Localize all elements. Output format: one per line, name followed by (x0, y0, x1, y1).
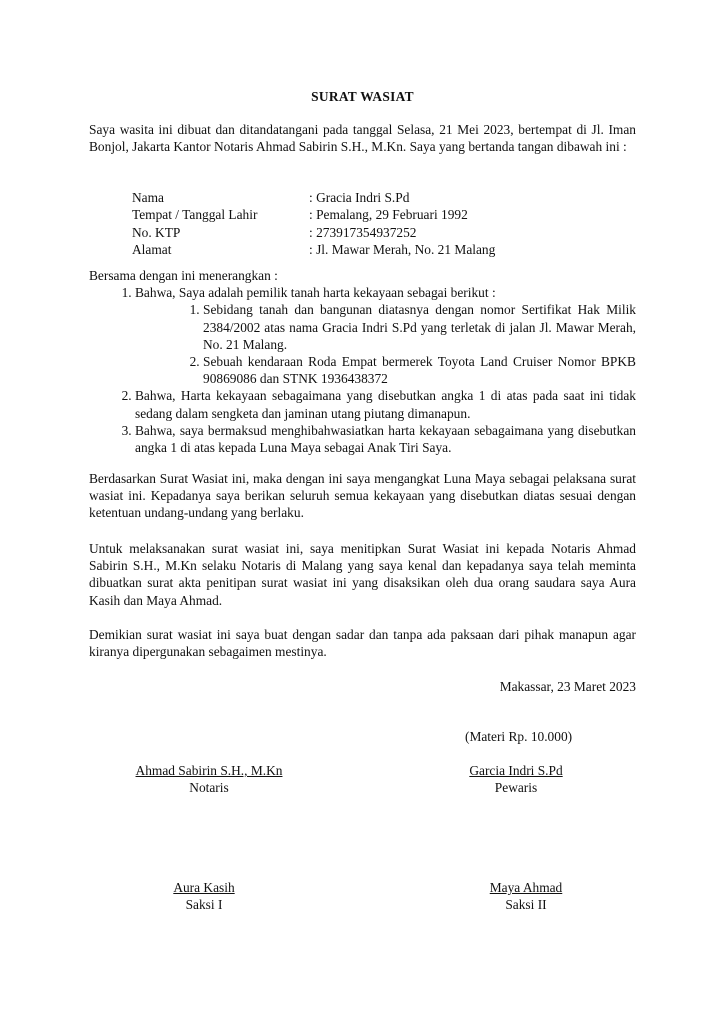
identity-row (132, 224, 632, 241)
executor-paragraph: Berdasarkan Surat Wasiat ini, maka dengan ini saya mengangkat Luna Maya sebagai pelaksana surat wasiat ini. Kepadanya saya berikan seluruh semua kekayaan yang disebutkan diatas sesuai dengan ketentuan undang-undang yang berlaku. (89, 471, 636, 521)
list-item: 2. Bahwa, Harta kekayaan sebagaimana yang disebutkan angka 1 di atas pada saat ini tidak sedang dalam sengketa dan jaminan utang piutang dimanapun. (135, 387, 636, 421)
signature-witness-2 (416, 879, 636, 913)
list-item: 3. Bahwa, saya bermaksud menghibahwasiatkan harta kekayaan sebagaimana yang disebutkan angka 1 di atas kepada Luna Maya sebagai Anak Tiri Saya. (135, 422, 636, 456)
signatory-name: Maya Ahmad (489, 880, 563, 895)
point-text: Bahwa, Saya adalah pemilik tanah harta kekayaan sebagai berikut : (135, 285, 496, 301)
identity-label: Nama (132, 190, 164, 205)
declaration-intro: Bersama dengan ini menerangkan : (89, 268, 278, 283)
place-date: Makassar, 23 Maret 2023 (499, 679, 636, 694)
signatory-name: Aura Kasih (173, 880, 235, 895)
identity-row (132, 206, 632, 223)
signatory-name: Garcia Indri S.Pd (469, 763, 563, 778)
list-item (135, 284, 636, 387)
signature-notary (99, 762, 319, 796)
identity-block (132, 189, 632, 259)
signature-witness-1 (94, 879, 314, 913)
signatory-role: Saksi II (505, 897, 547, 913)
identity-row (132, 189, 632, 206)
intro-paragraph: Saya wasita ini dibuat dan ditandatangani pada tanggal Selasa, 21 Mei 2023, bertempat di Jl. Iman Bonjol, Jakarta Kantor Notaris Ahmad Sabirin S.H., M.Kn. Saya yang bertanda tangan dibawah ini : (89, 122, 636, 155)
identity-value: : Pemalang, 29 Februari 1992 (309, 207, 468, 223)
declaration-section (89, 267, 636, 456)
signatory-role: Saksi I (185, 897, 223, 913)
identity-value: : 273917354937252 (309, 224, 417, 240)
declaration-list (117, 284, 636, 456)
asset-list (185, 301, 636, 387)
signatory-role: Notaris (189, 780, 229, 796)
signatory-name: Ahmad Sabirin S.H., M.Kn (135, 763, 283, 778)
identity-label: Tempat / Tanggal Lahir (132, 207, 258, 223)
identity-value: : Jl. Mawar Merah, No. 21 Malang (309, 242, 496, 258)
stamp-note: (Materi Rp. 10.000) (465, 729, 573, 744)
document-title: SURAT WASIAT (311, 89, 414, 104)
notary-paragraph: Untuk melaksanakan surat wasiat ini, saya menitipkan Surat Wasiat ini kepada Notaris Ahmad Sabirin S.H., M.Kn selaku Notaris di Malang yang saya kenal dan kepadanya saya telah meminta dibuatkan surat akta penitipan surat wasiat ini yang disaksikan oleh dua orang saudara saya Aura Kasih dan Maya Ahmad. (89, 541, 636, 608)
list-item: 1. Sebidang tanah dan bangunan diatasnya dengan nomor Sertifikat Hak Milik 2384/2002 atas nama Gracia Indri S.Pd yang terletak di jalan Jl. Mawar Merah, No. 21 Malang. (203, 301, 636, 353)
closing-paragraph: Demikian surat wasiat ini saya buat dengan sadar dan tanpa ada paksaan dari pihak manapun agar kiranya dipergunakan sebagaimen mestinya. (89, 627, 636, 660)
identity-label: No. KTP (132, 224, 181, 240)
identity-value: : Gracia Indri S.Pd (309, 190, 410, 205)
signature-testator (406, 762, 626, 796)
identity-row (132, 241, 632, 258)
signatory-role: Pewaris (494, 780, 538, 796)
identity-label: Alamat (132, 242, 172, 258)
list-item: 2. Sebuah kendaraan Roda Empat bermerek Toyota Land Cruiser Nomor BPKB 90869086 dan STNK 1936438372 (203, 353, 636, 387)
